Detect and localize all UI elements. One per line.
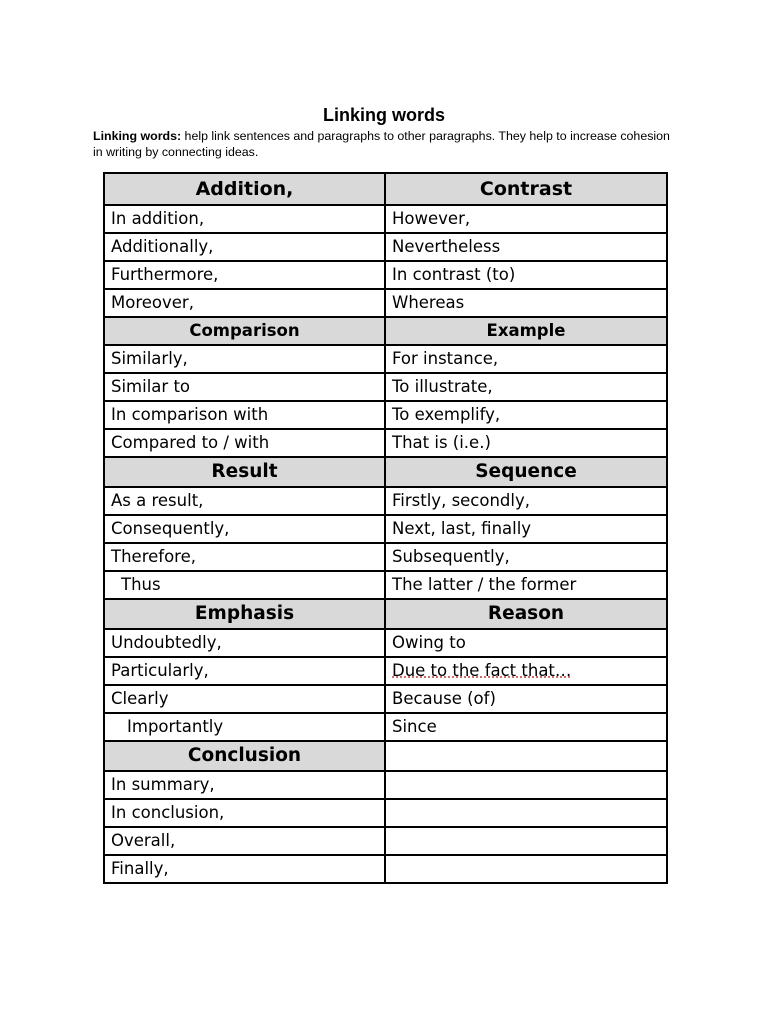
table-row [104, 543, 667, 571]
table-cell: As a result, [104, 487, 385, 515]
table-cell: However, [385, 205, 667, 233]
section-header-row [104, 741, 667, 771]
section-header-row [104, 173, 667, 205]
empty-header-cell [385, 741, 667, 771]
table-row [104, 515, 667, 543]
table-row [104, 429, 667, 457]
empty-cell [385, 827, 667, 855]
empty-cell [385, 855, 667, 883]
table-cell: Consequently, [104, 515, 385, 543]
section-header-example: Example [385, 317, 667, 345]
table-cell: Overall, [104, 827, 385, 855]
table-cell: Owing to [385, 629, 667, 657]
table-cell: Since [385, 713, 667, 741]
table-row [104, 205, 667, 233]
table-cell: Finally, [104, 855, 385, 883]
table-cell: In addition, [104, 205, 385, 233]
section-header-row [104, 457, 667, 487]
table-row [104, 487, 667, 515]
table-row [104, 685, 667, 713]
table-cell: That is (i.e.) [385, 429, 667, 457]
table-cell: Similar to [104, 373, 385, 401]
page-title: Linking words [322, 105, 445, 125]
table-cell: In comparison with [104, 401, 385, 429]
table-row [104, 657, 667, 685]
table-cell: Importantly [104, 713, 385, 741]
table-cell: The latter / the former [385, 571, 667, 599]
table-cell: Thus [104, 571, 385, 599]
section-header-conclusion: Conclusion [104, 741, 385, 771]
spellcheck-text: Due to the fact that… [392, 661, 572, 680]
empty-cell [385, 799, 667, 827]
table-cell: Subsequently, [385, 543, 667, 571]
table-cell: Therefore, [104, 543, 385, 571]
intro-paragraph [93, 128, 673, 160]
table-row [104, 571, 667, 599]
table-row [104, 373, 667, 401]
table-row [104, 827, 667, 855]
intro-label: Linking words: [93, 129, 182, 143]
table-cell: In contrast (to) [385, 261, 667, 289]
section-header-result: Result [104, 457, 385, 487]
table-cell: Clearly [104, 685, 385, 713]
table-cell: Similarly, [104, 345, 385, 373]
intro-text: help link sentences and paragraphs to other paragraphs. They help to increase cohesion in writing by connecting ideas. [93, 129, 670, 159]
table-cell [385, 657, 667, 685]
table-cell: Next, last, finally [385, 515, 667, 543]
table-cell: Compared to / with [104, 429, 385, 457]
section-header-sequence: Sequence [385, 457, 667, 487]
table-cell: Furthermore, [104, 261, 385, 289]
section-header-emphasis: Emphasis [104, 599, 385, 629]
table-cell: Nevertheless [385, 233, 667, 261]
table-row [104, 799, 667, 827]
table-cell: Particularly, [104, 657, 385, 685]
table-row [104, 289, 667, 317]
table-cell: To illustrate, [385, 373, 667, 401]
table-cell: For instance, [385, 345, 667, 373]
table-cell: Moreover, [104, 289, 385, 317]
table-cell: Firstly, secondly, [385, 487, 667, 515]
section-header-reason: Reason [385, 599, 667, 629]
table-cell: Undoubtedly, [104, 629, 385, 657]
table-cell: Because (of) [385, 685, 667, 713]
section-header-contrast: Contrast [385, 173, 667, 205]
table-cell: In conclusion, [104, 799, 385, 827]
section-header-row [104, 317, 667, 345]
table-row [104, 855, 667, 883]
table-row [104, 771, 667, 799]
empty-cell [385, 771, 667, 799]
table-cell: Whereas [385, 289, 667, 317]
table-row [104, 261, 667, 289]
section-header-row [104, 599, 667, 629]
table-cell: In summary, [104, 771, 385, 799]
table-row [104, 233, 667, 261]
table-cell: To exemplify, [385, 401, 667, 429]
table-row [104, 401, 667, 429]
linking-words-table [103, 172, 668, 884]
table-row [104, 713, 667, 741]
table-row [104, 345, 667, 373]
section-header-comparison: Comparison [104, 317, 385, 345]
table-row [104, 629, 667, 657]
table-cell: Additionally, [104, 233, 385, 261]
section-header-addition: Addition, [104, 173, 385, 205]
